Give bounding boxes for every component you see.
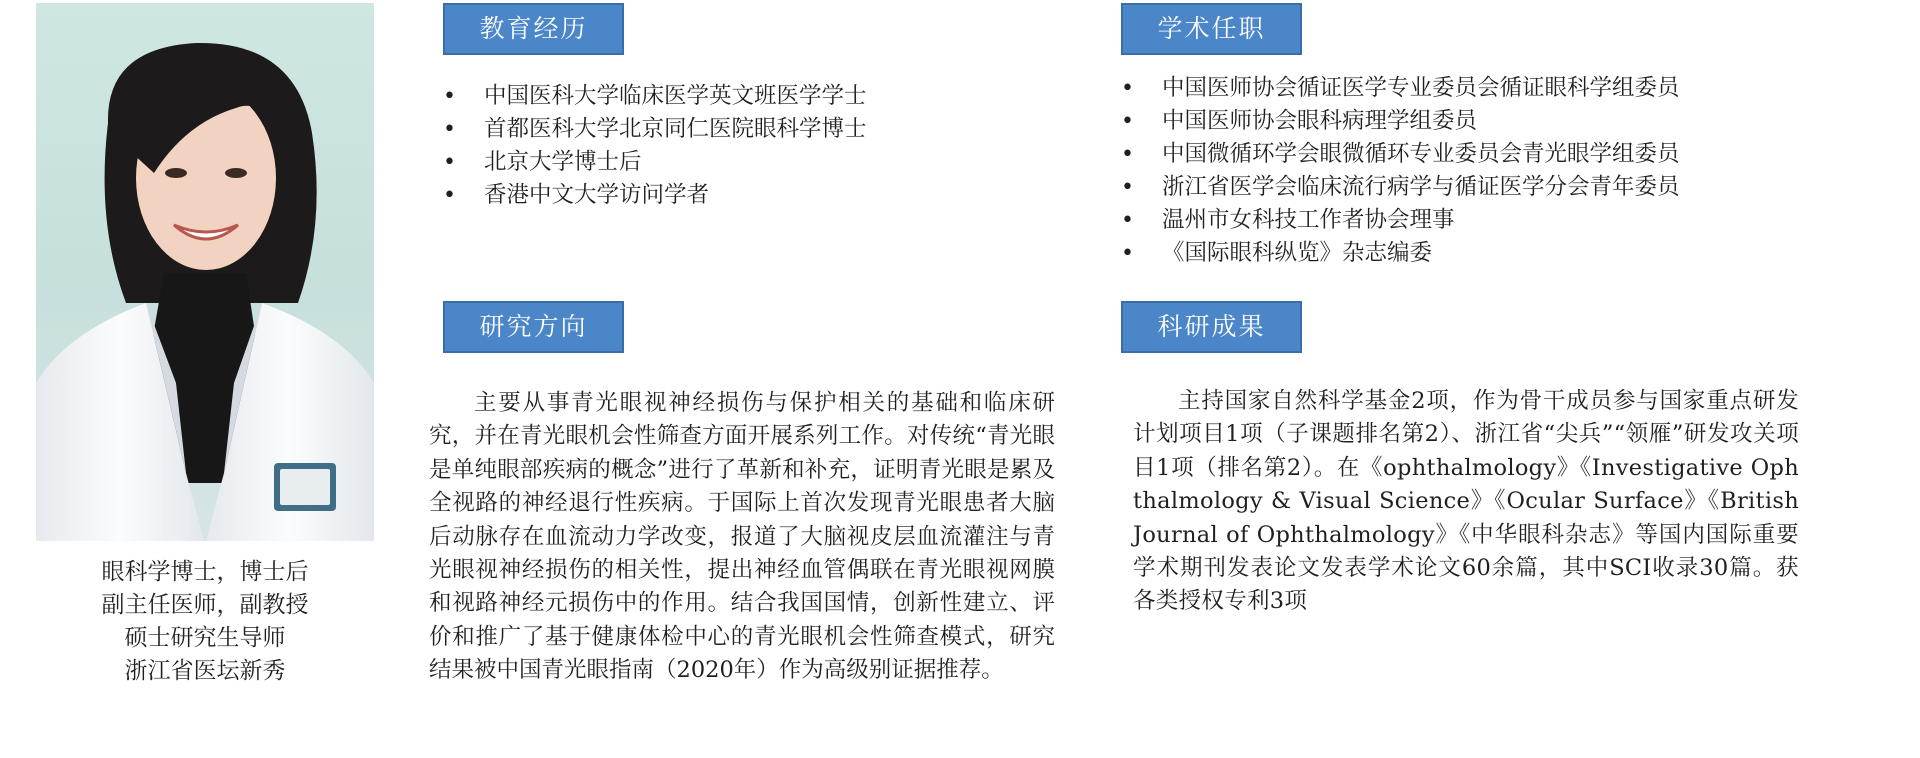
- caption-line: 硕士研究生导师: [124, 625, 286, 651]
- research-header: 研究方向: [443, 301, 624, 353]
- list-item: • 香港中文大学访问学者: [443, 179, 1023, 212]
- portrait-caption: [36, 556, 374, 688]
- education-list: [443, 80, 1023, 212]
- doctor-portrait-photo: [36, 3, 374, 541]
- caption-line: 副主任医师，副教授: [101, 592, 309, 618]
- research-paragraph: 主要从事青光眼视神经损伤与保护相关的基础和临床研究，并在青光眼机会性筛查方面开展系列工作。对传统“青光眼是单纯眼部疾病的概念”进行了革新和补充，证明青光眼是累及全视路的神经退行性疾病。于国际上首次发现青光眼患者大脑后动脉存在血流动力学改变，报道了大脑视皮层血流灌注与青光眼视神经损伤的相关性，提出神经血管偶联在青光眼视网膜和视路神经元损伤中的作用。结合我国国情，创新性建立、评价和推广了基于健康体检中心的青光眼机会性筛查模式，研究结果被中国青光眼指南（2020年）作为高级别证据推荐。: [429, 390, 1055, 684]
- caption-line: 眼科学博士，博士后: [101, 559, 309, 585]
- education-header: 教育经历: [443, 3, 624, 55]
- caption-line: 浙江省医坛新秀: [124, 658, 286, 684]
- list-item: • 温州市女科技工作者协会理事: [1121, 204, 1821, 237]
- outcomes-paragraph: 主持国家自然科学基金2项，作为骨干成员参与国家重点研发计划项目1项（子课题排名第2）、浙江省“尖兵”“领雁”研发攻关项目1项（排名第2）。在《ophthalmology》《Investigative Ophthalmology & Visual Science》《Ocular Surface》《British Journal of Ophthalmology》《中华眼科杂志》等国内国际重要学术期刊发表论文发表学术论文60余篇，其中SCI收录30篇。获各类授权专利3项: [1133, 388, 1799, 615]
- list-item: • 浙江省医学会临床流行病学与循证医学分会青年委员: [1121, 171, 1821, 204]
- list-item: • 北京大学博士后: [443, 146, 1023, 179]
- list-item: • 《国际眼科纵览》杂志编委: [1121, 237, 1821, 270]
- list-item: • 中国医师协会眼科病理学组委员: [1121, 105, 1821, 138]
- academic-list: [1121, 72, 1821, 270]
- portrait-illustration: [36, 3, 374, 541]
- list-item: • 首都医科大学北京同仁医院眼科学博士: [443, 113, 1023, 146]
- list-item: • 中国医师协会循证医学专业委员会循证眼科学组委员: [1121, 72, 1821, 105]
- outcomes-header: 科研成果: [1121, 301, 1302, 353]
- list-item: • 中国医科大学临床医学英文班医学学士: [443, 80, 1023, 113]
- list-item: • 中国微循环学会眼微循环专业委员会青光眼学组委员: [1121, 138, 1821, 171]
- academic-header: 学术任职: [1121, 3, 1302, 55]
